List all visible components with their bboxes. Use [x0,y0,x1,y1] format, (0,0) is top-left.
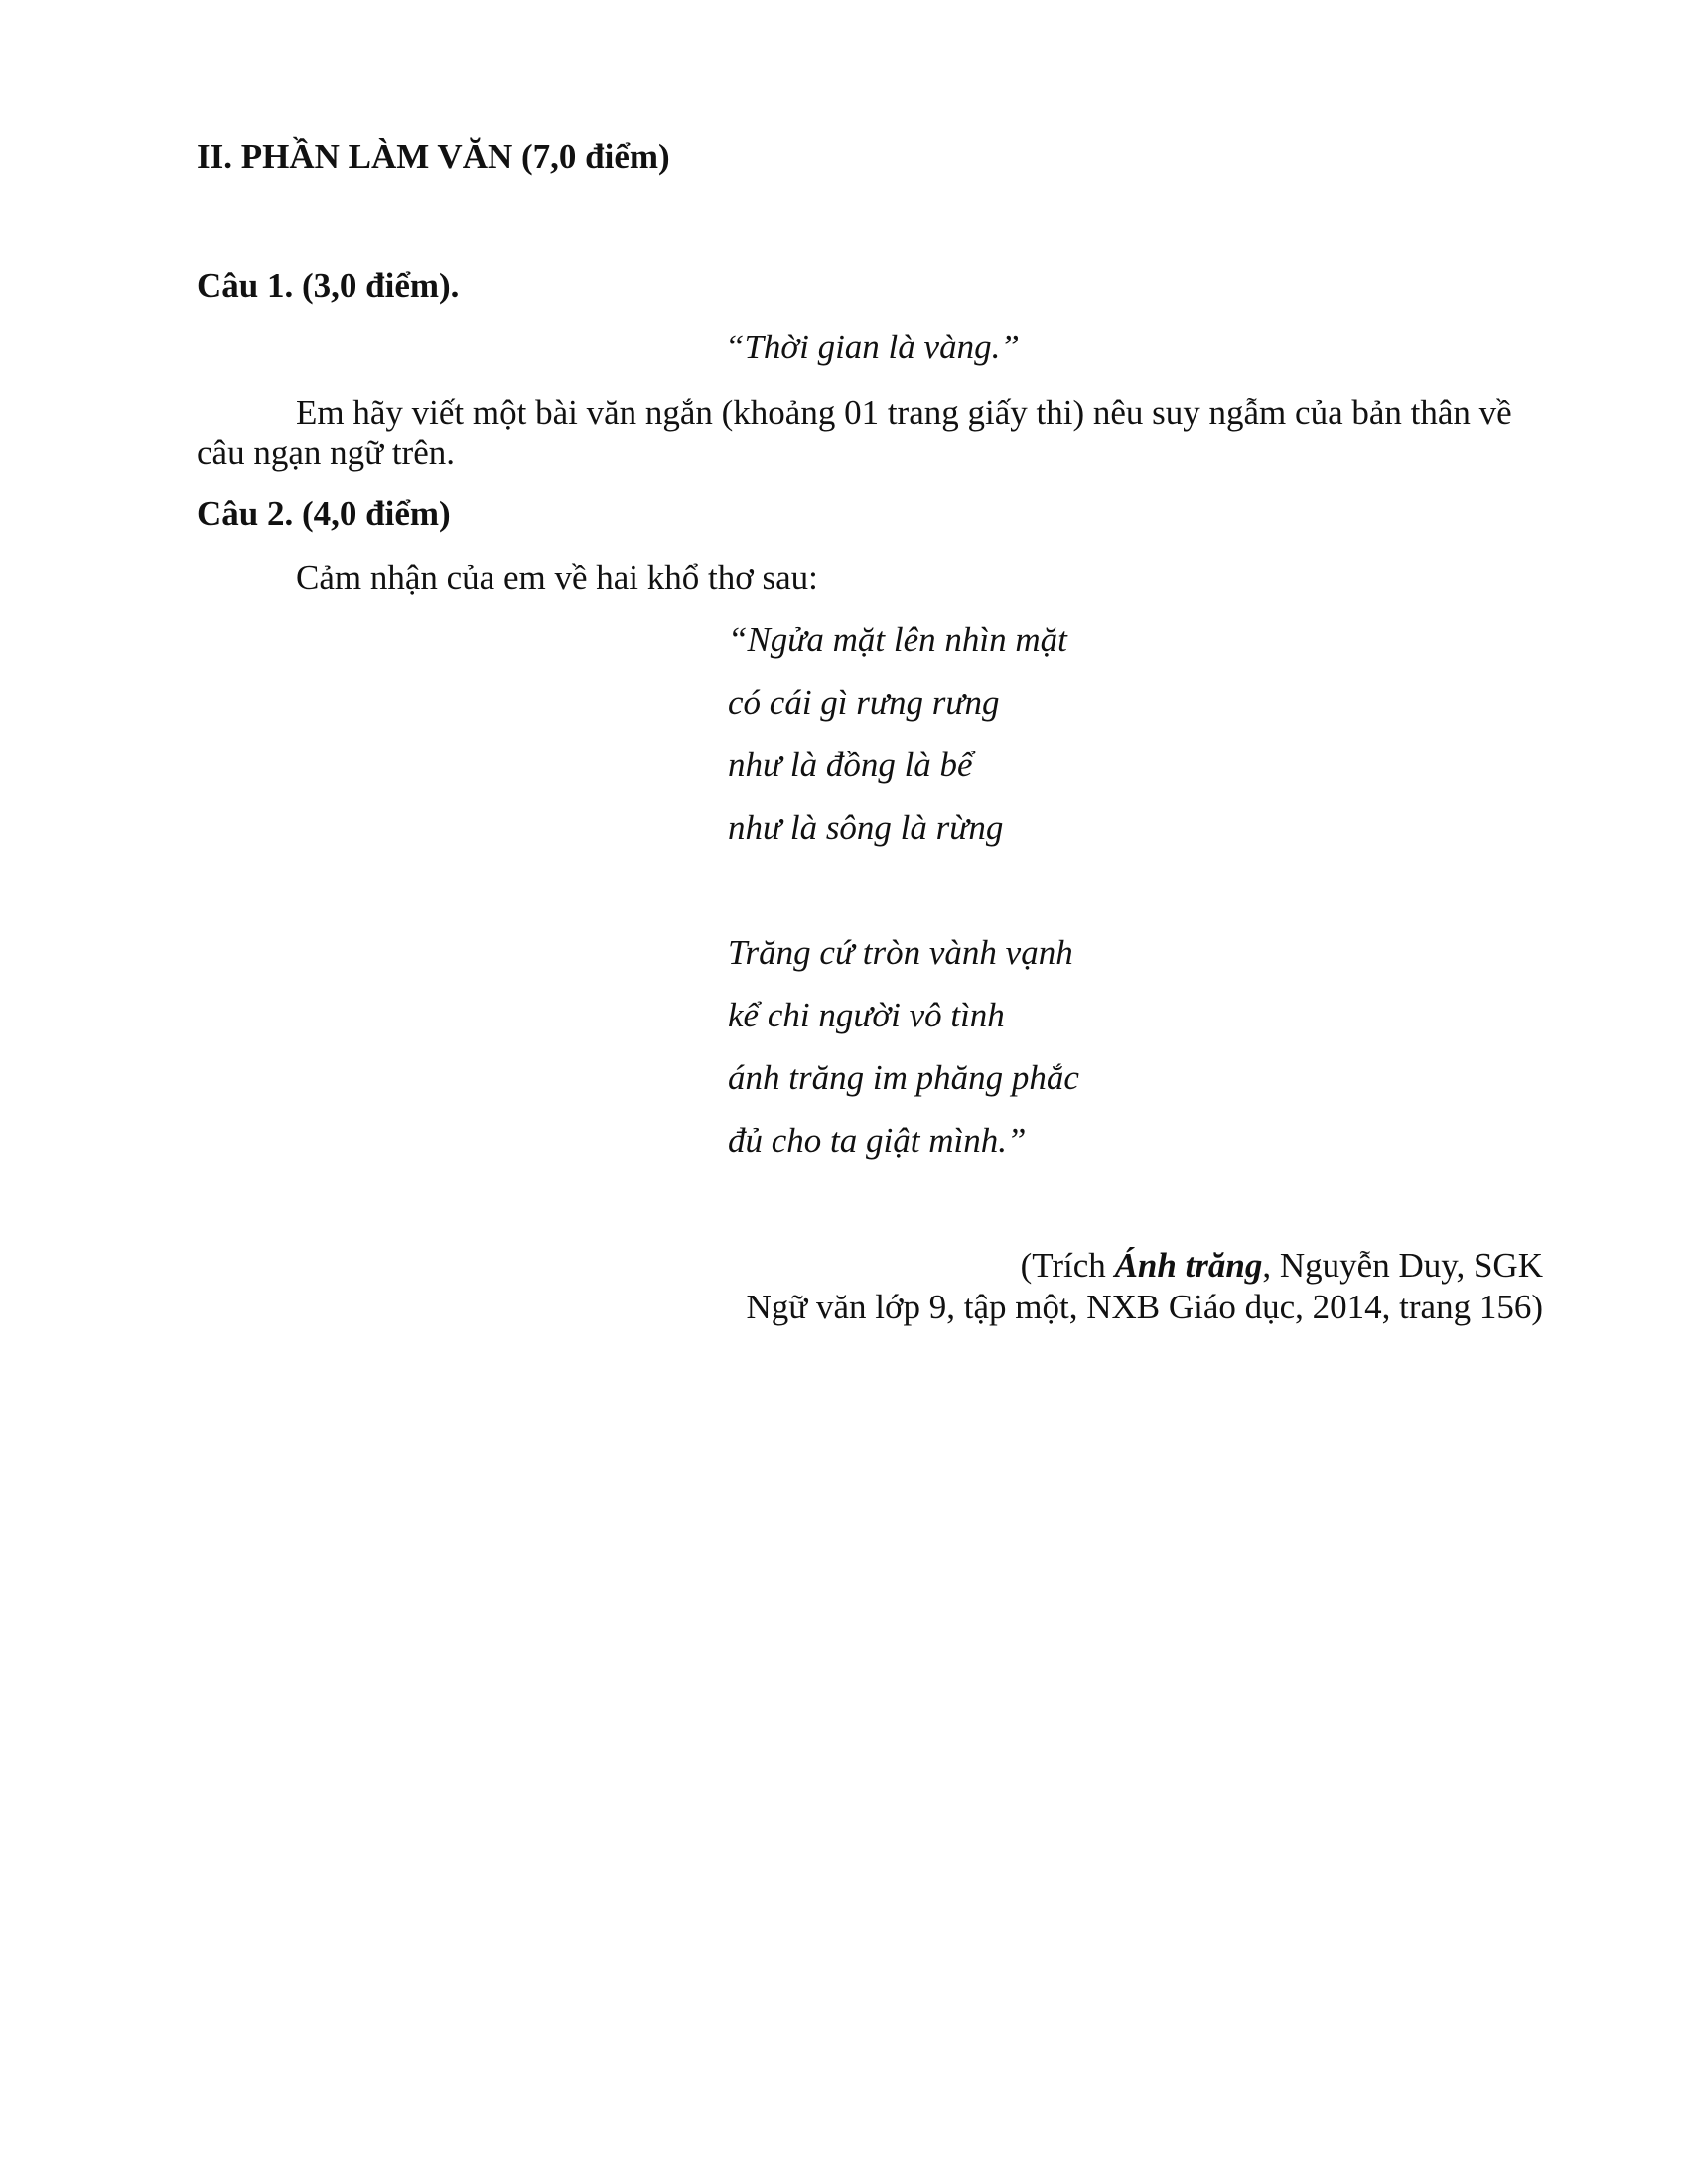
question-1-heading: Câu 1. (3,0 điểm). [197,266,460,305]
poem-line: như là đồng là bể [728,746,973,784]
citation-line-2: Ngữ văn lớp 9, tập một, NXB Giáo dục, 2014, trang 156) [746,1288,1543,1326]
citation-work-title: Ánh trăng [1114,1246,1263,1285]
citation-suffix: , Nguyễn Duy, SGK [1262,1246,1543,1285]
poem-line: “Ngửa mặt lên nhìn mặt [728,620,1067,659]
citation-prefix: (Trích [1020,1246,1115,1285]
question-1-prompt-line-2: câu ngạn ngữ trên. [197,433,455,472]
question-1-prompt-line-1: Em hãy viết một bài văn ngắn (khoảng 01 trang giấy thi) nêu suy ngẫm của bản thân về [296,393,1512,432]
poem-line: Trăng cứ tròn vành vạnh [728,933,1073,972]
section-heading: II. PHẦN LÀM VĂN (7,0 điểm) [197,137,670,176]
poem-line: ánh trăng im phăng phắc [728,1058,1079,1097]
poem-line: kể chi người vô tình [728,996,1005,1034]
poem-line: có cái gì rưng rưng [728,683,1000,722]
question-1-quote: “Thời gian là vàng.” [725,328,1020,366]
question-2-prompt: Cảm nhận của em về hai khổ thơ sau: [296,558,818,597]
question-2-heading: Câu 2. (4,0 điểm) [197,494,451,533]
citation-line-1 [1021,1246,1543,1286]
poem-line: đủ cho ta giật mình.” [728,1121,1027,1160]
poem-line: như là sông là rừng [728,808,1004,847]
